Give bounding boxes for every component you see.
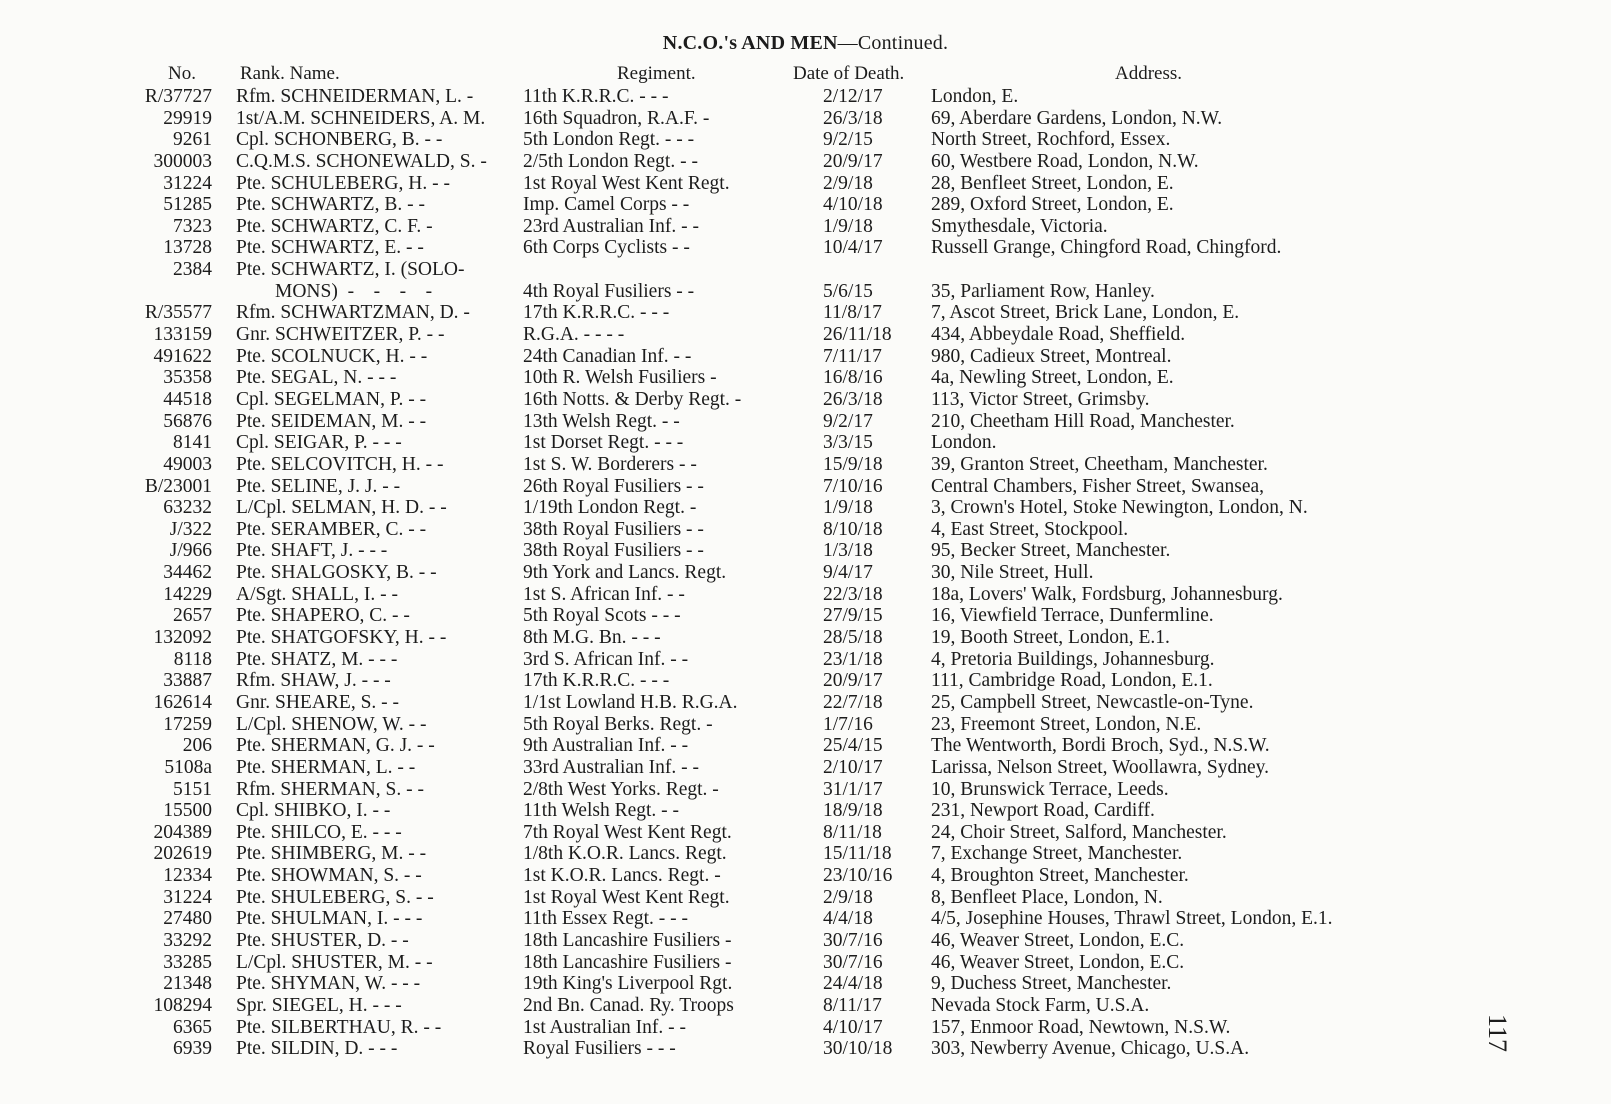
regiment: 3rd S. African Inf. - - xyxy=(523,648,689,670)
address: 113, Victor Street, Grimsby. xyxy=(931,388,1150,410)
regiment: 1/1st Lowland H.B. R.G.A. xyxy=(523,691,738,713)
service-number: 13728 xyxy=(163,237,212,259)
page-title-continued: —Continued. xyxy=(837,32,949,54)
regiment: 9th York and Lancs. Regt. xyxy=(523,562,727,584)
address: Smythesdale, Victoria. xyxy=(931,215,1108,237)
address: 69, Aberdare Gardens, London, N.W. xyxy=(931,107,1223,129)
table-row xyxy=(0,627,1611,649)
rank-name: Cpl. SHIBKO, I. - - xyxy=(236,800,391,822)
regiment: 2/8th West Yorks. Regt. - xyxy=(523,778,719,800)
rank-name: Pte. SCHWARTZ, I. (SOLO- MONS) - - - - xyxy=(236,259,465,302)
regiment: 5th Royal Scots - - - xyxy=(523,605,681,627)
address: 7, Exchange Street, Manchester. xyxy=(931,843,1183,865)
regiment: 26th Royal Fusiliers - - xyxy=(523,475,704,497)
rank-name: Pte. SILDIN, D. - - - xyxy=(236,1038,398,1060)
rank-name: Cpl. SEIGAR, P. - - - xyxy=(236,432,402,454)
service-number: 27480 xyxy=(163,908,212,930)
rank-name: Pte. SCOLNUCK, H. - - xyxy=(236,345,428,367)
table-row xyxy=(0,908,1611,930)
rank-name: Pte. SHYMAN, W. - - - xyxy=(236,973,421,995)
table-row xyxy=(0,194,1611,216)
table-row xyxy=(0,151,1611,173)
date-of-death: 2/10/17 xyxy=(823,756,883,778)
date-of-death: 8/10/18 xyxy=(823,518,883,540)
regiment: 24th Canadian Inf. - - xyxy=(523,345,692,367)
date-of-death: 8/11/17 xyxy=(823,994,882,1016)
rank-name: Pte. SHOWMAN, S. - - xyxy=(236,865,422,887)
rank-name: Cpl. SEGELMAN, P. - - xyxy=(236,388,427,410)
rank-name: Pte. SELCOVITCH, H. - - xyxy=(236,453,444,475)
date-of-death: 30/7/16 xyxy=(823,951,883,973)
service-number: 5151 xyxy=(173,778,212,800)
date-of-death: 16/8/16 xyxy=(823,367,883,389)
date-of-death: 22/7/18 xyxy=(823,691,883,713)
regiment: 2/5th London Regt. - - xyxy=(523,150,698,172)
rank-name: Gnr. SCHWEITZER, P. - - xyxy=(236,324,445,346)
service-number: 132092 xyxy=(153,627,212,649)
service-number: 7323 xyxy=(173,215,212,237)
table-row xyxy=(0,346,1611,368)
header-no: No. xyxy=(168,63,196,84)
table-row xyxy=(0,519,1611,541)
rank-name: Pte. SEIDEMAN, M. - - xyxy=(236,410,427,432)
table-row xyxy=(0,735,1611,757)
rank-name: Pte. SCHULEBERG, H. - - xyxy=(236,172,450,194)
address: Larissa, Nelson Street, Woollawra, Sydney. xyxy=(931,756,1269,778)
table-row xyxy=(0,540,1611,562)
address: 7, Ascot Street, Brick Lane, London, E. xyxy=(931,302,1240,324)
address: 60, Westbere Road, London, N.W. xyxy=(931,150,1199,172)
table-row xyxy=(0,670,1611,692)
service-number: 33887 xyxy=(163,670,212,692)
header-address: Address. xyxy=(1115,63,1183,84)
service-number: 2384 xyxy=(173,259,212,281)
service-number: B/23001 xyxy=(144,475,212,497)
regiment: 38th Royal Fusiliers - - xyxy=(523,540,704,562)
rank-name: Pte. SCHWARTZ, E. - - xyxy=(236,237,424,259)
casualty-list xyxy=(0,86,1611,1060)
date-of-death: 31/1/17 xyxy=(823,778,883,800)
date-of-death: 10/4/17 xyxy=(823,237,883,259)
service-number: 5108a xyxy=(164,756,212,778)
rank-name: Pte. SHULMAN, I. - - - xyxy=(236,908,423,930)
regiment: 1st Dorset Regt. - - - xyxy=(523,432,684,454)
table-row xyxy=(0,411,1611,433)
rank-name: Pte. SHAPERO, C. - - xyxy=(236,605,410,627)
date-of-death: 28/5/18 xyxy=(823,627,883,649)
table-row xyxy=(0,649,1611,671)
rank-name: Gnr. SHEARE, S. - - xyxy=(236,691,400,713)
address: 4, Broughton Street, Manchester. xyxy=(931,865,1189,887)
rank-name: Pte. SHULEBERG, S. - - xyxy=(236,886,434,908)
table-row xyxy=(0,1017,1611,1039)
page-number: 117 xyxy=(1483,1013,1513,1053)
service-number: 17259 xyxy=(163,713,212,735)
table-row xyxy=(0,605,1611,627)
address: 46, Weaver Street, London, E.C. xyxy=(931,951,1185,973)
service-number: 33292 xyxy=(163,930,212,951)
date-of-death: 26/3/18 xyxy=(823,107,883,129)
rank-name: Pte. SERAMBER, C. - - xyxy=(236,518,427,540)
table-row xyxy=(0,86,1611,108)
service-number: 8118 xyxy=(173,648,212,670)
service-number: 29919 xyxy=(163,107,212,129)
table-row xyxy=(0,432,1611,454)
address: 980, Cadieux Street, Montreal. xyxy=(931,345,1172,367)
date-of-death: 1/9/18 xyxy=(823,215,873,237)
regiment: 11th Essex Regt. - - - xyxy=(523,908,688,930)
regiment: 1st Royal West Kent Regt. xyxy=(523,886,730,908)
address: 16, Viewfield Terrace, Dunfermline. xyxy=(931,605,1214,627)
regiment: 1st S. W. Borderers - - xyxy=(523,453,697,475)
date-of-death: 18/9/18 xyxy=(823,800,883,822)
regiment: 1st S. African Inf. - - xyxy=(523,583,685,605)
address: The Wentworth, Bordi Broch, Syd., N.S.W. xyxy=(931,735,1270,757)
date-of-death: 26/3/18 xyxy=(823,388,883,410)
address: 39, Granton Street, Cheetham, Manchester. xyxy=(931,453,1268,475)
table-row xyxy=(0,800,1611,822)
table-row xyxy=(0,129,1611,151)
regiment: 5th Royal Berks. Regt. - xyxy=(523,713,713,735)
date-of-death: 20/9/17 xyxy=(823,150,883,172)
service-number: 31224 xyxy=(163,172,212,194)
address: Russell Grange, Chingford Road, Chingford. xyxy=(931,237,1282,259)
table-row xyxy=(0,887,1611,909)
service-number: 44518 xyxy=(163,388,212,410)
service-number: 6365 xyxy=(173,1016,212,1038)
table-row xyxy=(0,324,1611,346)
header-regiment: Regiment. xyxy=(617,63,696,84)
date-of-death: 7/10/16 xyxy=(823,475,883,497)
address: 28, Benfleet Street, London, E. xyxy=(931,172,1174,194)
service-number: J/966 xyxy=(169,540,212,562)
rank-name: Pte. SHATZ, M. - - - xyxy=(236,648,398,670)
rank-name: Pte. SHERMAN, G. J. - - xyxy=(236,735,435,757)
date-of-death: 4/4/18 xyxy=(823,908,873,930)
address: 210, Cheetham Hill Road, Manchester. xyxy=(931,410,1235,432)
rank-name: Pte. SHERMAN, L. - - xyxy=(236,756,416,778)
address: 157, Enmoor Road, Newtown, N.S.W. xyxy=(931,1016,1231,1038)
table-row xyxy=(0,108,1611,130)
address: 46, Weaver Street, London, E.C. xyxy=(931,930,1185,951)
date-of-death: 22/3/18 xyxy=(823,583,883,605)
rank-name: Pte. SCHWARTZ, C. F. - xyxy=(236,215,433,237)
regiment: 16th Notts. & Derby Regt. - xyxy=(523,388,742,410)
service-number: 63232 xyxy=(163,497,212,519)
table-row xyxy=(0,1038,1611,1060)
regiment: 19th King's Liverpool Rgt. xyxy=(523,973,733,995)
table-row xyxy=(0,389,1611,411)
table-row xyxy=(0,779,1611,801)
date-of-death: 7/11/17 xyxy=(823,345,882,367)
table-row xyxy=(0,454,1611,476)
service-number: 15500 xyxy=(163,800,212,822)
date-of-death: 24/4/18 xyxy=(823,973,883,995)
service-number: 202619 xyxy=(153,843,212,865)
regiment: 16th Squadron, R.A.F. - xyxy=(523,107,710,129)
address: 8, Benfleet Place, London, N. xyxy=(931,886,1163,908)
date-of-death: 2/12/17 xyxy=(823,86,883,107)
date-of-death: 25/4/15 xyxy=(823,735,883,757)
service-number: 51285 xyxy=(163,194,212,216)
regiment: 2nd Bn. Canad. Ry. Troops xyxy=(523,994,734,1016)
regiment: 23rd Australian Inf. - - xyxy=(523,215,699,237)
service-number: 49003 xyxy=(163,453,212,475)
service-number: 35358 xyxy=(163,367,212,389)
table-row xyxy=(0,952,1611,974)
header-date-of-death: Date of Death. xyxy=(793,63,905,84)
rank-name: 1st/A.M. SCHNEIDERS, A. M. xyxy=(236,107,486,129)
date-of-death: 5/6/15 xyxy=(823,280,873,302)
table-row xyxy=(0,497,1611,519)
rank-name: L/Cpl. SHUSTER, M. - - xyxy=(236,951,433,973)
regiment: 33rd Australian Inf. - - xyxy=(523,756,699,778)
rank-name: Pte. SHIMBERG, M. - - xyxy=(236,843,427,865)
table-row xyxy=(0,930,1611,952)
service-number: 56876 xyxy=(163,410,212,432)
table-row xyxy=(0,237,1611,259)
table-row xyxy=(0,714,1611,736)
date-of-death: 15/9/18 xyxy=(823,453,883,475)
rank-name: Pte. SHILCO, E. - - - xyxy=(236,821,402,843)
service-number: 300003 xyxy=(153,150,212,172)
address: 35, Parliament Row, Hanley. xyxy=(931,280,1155,302)
date-of-death: 15/11/18 xyxy=(823,843,892,865)
service-number: 2657 xyxy=(173,605,212,627)
service-number: 6939 xyxy=(173,1038,212,1060)
service-number: 9261 xyxy=(173,129,212,151)
address: 19, Booth Street, London, E.1. xyxy=(931,627,1170,649)
regiment: Royal Fusiliers - - - xyxy=(523,1038,676,1060)
service-number: 204389 xyxy=(153,821,212,843)
rank-name: Pte. SEGAL, N. - - - xyxy=(236,367,397,389)
table-row xyxy=(0,584,1611,606)
page-title xyxy=(0,32,1611,55)
rank-name: Pte. SCHWARTZ, B. - - xyxy=(236,194,425,216)
service-number: J/322 xyxy=(169,518,212,540)
address: 10, Brunswick Terrace, Leeds. xyxy=(931,778,1169,800)
date-of-death: 27/9/15 xyxy=(823,605,883,627)
regiment: R.G.A. - - - - xyxy=(523,324,625,346)
address: 231, Newport Road, Cardiff. xyxy=(931,800,1155,822)
regiment: 38th Royal Fusiliers - - xyxy=(523,518,704,540)
address: 434, Abbeydale Road, Sheffield. xyxy=(931,324,1186,346)
service-number: 108294 xyxy=(153,994,212,1016)
date-of-death: 1/3/18 xyxy=(823,540,873,562)
regiment: 1/19th London Regt. - xyxy=(523,497,697,519)
date-of-death: 11/8/17 xyxy=(823,302,882,324)
address: 289, Oxford Street, London, E. xyxy=(931,194,1174,216)
table-row xyxy=(0,995,1611,1017)
regiment: 1st Royal West Kent Regt. xyxy=(523,172,730,194)
rank-name: A/Sgt. SHALL, I. - - xyxy=(236,583,398,605)
service-number: 133159 xyxy=(153,324,212,346)
service-number: 491622 xyxy=(153,345,212,367)
address: 303, Newberry Avenue, Chicago, U.S.A. xyxy=(931,1038,1250,1060)
table-row xyxy=(0,173,1611,195)
address: 25, Campbell Street, Newcastle-on-Tyne. xyxy=(931,691,1254,713)
rank-name: Pte. SHALGOSKY, B. - - xyxy=(236,562,437,584)
date-of-death: 30/10/18 xyxy=(823,1038,893,1060)
rank-name: Pte. SELINE, J. J. - - xyxy=(236,475,401,497)
date-of-death: 20/9/17 xyxy=(823,670,883,692)
service-number: 21348 xyxy=(163,973,212,995)
service-number: 162614 xyxy=(153,691,212,713)
date-of-death: 9/2/17 xyxy=(823,410,873,432)
date-of-death: 30/7/16 xyxy=(823,930,883,951)
regiment: 13th Welsh Regt. - - xyxy=(523,410,680,432)
table-row xyxy=(0,259,1611,302)
address: 3, Crown's Hotel, Stoke Newington, London, N. xyxy=(931,497,1308,519)
page-title-main: N.C.O.'s AND MEN xyxy=(662,32,838,54)
regiment: 11th Welsh Regt. - - xyxy=(523,800,680,822)
service-number: 34462 xyxy=(163,562,212,584)
column-headers xyxy=(0,63,1611,87)
table-row xyxy=(0,843,1611,865)
date-of-death: 2/9/18 xyxy=(823,886,873,908)
date-of-death: 23/10/16 xyxy=(823,865,893,887)
address: London, E. xyxy=(931,86,1019,107)
date-of-death: 4/10/17 xyxy=(823,1016,883,1038)
table-row xyxy=(0,692,1611,714)
table-row xyxy=(0,757,1611,779)
regiment: 18th Lancashire Fusiliers - xyxy=(523,930,732,951)
rank-name: Rfm. SCHWARTZMAN, D. - xyxy=(236,302,470,324)
table-row xyxy=(0,822,1611,844)
date-of-death: 1/9/18 xyxy=(823,497,873,519)
address: 4, East Street, Stockpool. xyxy=(931,518,1129,540)
table-row xyxy=(0,302,1611,324)
regiment: Imp. Camel Corps - - xyxy=(523,194,690,216)
table-row xyxy=(0,476,1611,498)
date-of-death: 23/1/18 xyxy=(823,648,883,670)
date-of-death: 1/7/16 xyxy=(823,713,873,735)
rank-name: Rfm. SHAW, J. - - - xyxy=(236,670,391,692)
date-of-death: 4/10/18 xyxy=(823,194,883,216)
date-of-death: 8/11/18 xyxy=(823,821,882,843)
address: London. xyxy=(931,432,997,454)
address: 23, Freemont Street, London, N.E. xyxy=(931,713,1202,735)
service-number: R/35577 xyxy=(144,302,212,324)
service-number: 12334 xyxy=(163,865,212,887)
regiment: 8th M.G. Bn. - - - xyxy=(523,627,661,649)
rank-name: Pte. SHATGOFSKY, H. - - xyxy=(236,627,447,649)
date-of-death: 2/9/18 xyxy=(823,172,873,194)
service-number: 206 xyxy=(182,735,212,757)
table-row xyxy=(0,865,1611,887)
rank-name: Cpl. SCHONBERG, B. - - xyxy=(236,129,443,151)
address: 4a, Newling Street, London, E. xyxy=(931,367,1174,389)
address: 4, Pretoria Buildings, Johannesburg. xyxy=(931,648,1215,670)
rank-name: Spr. SIEGEL, H. - - - xyxy=(236,994,402,1016)
address: 24, Choir Street, Salford, Manchester. xyxy=(931,821,1227,843)
regiment: 1/8th K.O.R. Lancs. Regt. xyxy=(523,843,727,865)
regiment: 5th London Regt. - - - xyxy=(523,129,695,151)
regiment: 6th Corps Cyclists - - xyxy=(523,237,690,259)
table-row xyxy=(0,216,1611,238)
regiment: 17th K.R.R.C. - - - xyxy=(523,302,670,324)
address: 18a, Lovers' Walk, Fordsburg, Johannesburg. xyxy=(931,583,1283,605)
rank-name: Rfm. SCHNEIDERMAN, L. - xyxy=(236,86,474,107)
rank-name: L/Cpl. SELMAN, H. D. - - xyxy=(236,497,447,519)
service-number: 33285 xyxy=(163,951,212,973)
service-number: R/37727 xyxy=(144,86,212,107)
rank-name: L/Cpl. SHENOW, W. - - xyxy=(236,713,427,735)
regiment: 10th R. Welsh Fusiliers - xyxy=(523,367,717,389)
address: North Street, Rochford, Essex. xyxy=(931,129,1171,151)
table-row xyxy=(0,973,1611,995)
table-row xyxy=(0,367,1611,389)
date-of-death: 26/11/18 xyxy=(823,324,892,346)
date-of-death: 9/2/15 xyxy=(823,129,873,151)
address: Nevada Stock Farm, U.S.A. xyxy=(931,994,1150,1016)
date-of-death: 3/3/15 xyxy=(823,432,873,454)
header-rank-name: Rank. Name. xyxy=(240,63,340,84)
service-number: 8141 xyxy=(173,432,212,454)
regiment: 9th Australian Inf. - - xyxy=(523,735,689,757)
regiment: 17th K.R.R.C. - - - xyxy=(523,670,670,692)
address: Central Chambers, Fisher Street, Swansea, xyxy=(931,475,1265,497)
rank-name: Rfm. SHERMAN, S. - - xyxy=(236,778,424,800)
address: 30, Nile Street, Hull. xyxy=(931,562,1094,584)
address: 4/5, Josephine Houses, Thrawl Street, London, E.1. xyxy=(931,908,1333,930)
service-number: 14229 xyxy=(163,583,212,605)
regiment: 18th Lancashire Fusiliers - xyxy=(523,951,732,973)
regiment: 1st Australian Inf. - - xyxy=(523,1016,687,1038)
regiment: 4th Royal Fusiliers - - xyxy=(523,280,695,302)
date-of-death: 9/4/17 xyxy=(823,562,873,584)
address: 95, Becker Street, Manchester. xyxy=(931,540,1171,562)
service-number: 31224 xyxy=(163,886,212,908)
address: 9, Duchess Street, Manchester. xyxy=(931,973,1172,995)
address: 111, Cambridge Road, London, E.1. xyxy=(931,670,1213,692)
regiment: 11th K.R.R.C. - - - xyxy=(523,86,669,107)
regiment: 7th Royal West Kent Regt. xyxy=(523,821,732,843)
table-row xyxy=(0,562,1611,584)
rank-name: Pte. SHAFT, J. - - - xyxy=(236,540,388,562)
rank-name: Pte. SHUSTER, D. - - xyxy=(236,930,409,951)
rank-name: Pte. SILBERTHAU, R. - - xyxy=(236,1016,442,1038)
regiment: 1st K.O.R. Lancs. Regt. - xyxy=(523,865,721,887)
rank-name: C.Q.M.S. SCHONEWALD, S. - xyxy=(236,150,487,172)
